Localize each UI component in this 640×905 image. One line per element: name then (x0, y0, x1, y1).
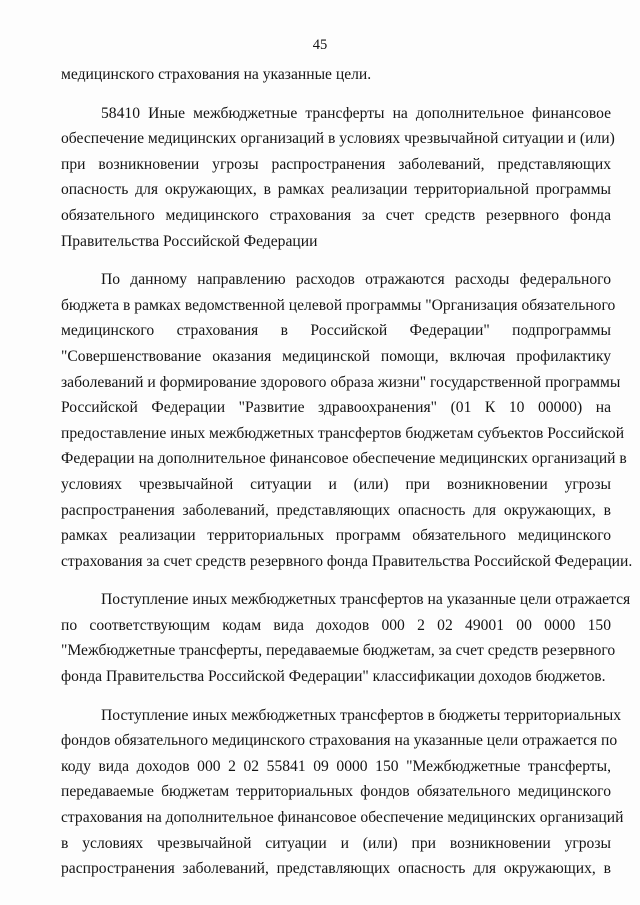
text-line: "Межбюджетные трансферты, передаваемые бюджетам, за счет средств резервного (61, 642, 616, 660)
text-line: обязательного медицинского страхования за счет средств резервного фонда (61, 206, 611, 224)
text-line: заболеваний и формирование здорового образа жизни" государственной программы (61, 373, 621, 391)
text-line: условиях чрезвычайной ситуации и (или) при возникновении угрозы (61, 475, 611, 493)
paragraph-income-reflection (61, 587, 631, 689)
text-line: передаваемые бюджетам территориальных фондов обязательного медицинского (61, 783, 611, 801)
text-line: рамках реализации территориальных программ обязательного медицинского (61, 527, 611, 545)
text-line: бюджета в рамках ведомственной целевой программы "Организация обязательного (61, 296, 616, 314)
text-line: по соответствующим кодам вида доходов 000 2 02 49001 00 0000 150 (61, 616, 611, 634)
paragraph-territorial-funds (61, 703, 624, 882)
text-line: 58410 Иные межбюджетные трансферты на дополнительное финансовое (101, 104, 611, 122)
paragraph-expenses (61, 267, 633, 574)
text-line: фонда Правительства Российской Федерации" классификации доходов бюджетов. (61, 668, 606, 686)
text-line: Поступление иных межбюджетных трансфертов в бюджеты территориальных (101, 706, 622, 724)
text-line: Поступление иных межбюджетных трансфертов на указанные цели отражается (101, 591, 631, 609)
text-line: коду вида доходов 000 2 02 55841 09 0000 150 "Межбюджетные трансферты, (61, 757, 611, 775)
text-line: Федерации на дополнительное финансовое обеспечение медицинских организаций в (61, 450, 627, 468)
document-body (61, 62, 633, 882)
text-line: распространения заболеваний, представляющих опасность для окружающих, в (61, 501, 611, 519)
text-line: в условиях чрезвычайной ситуации и (или) при возникновении угрозы (61, 834, 611, 852)
text-line: "Совершенствование оказания медицинской помощи, включая профилактику (61, 347, 611, 365)
text-line: Правительства Российской Федерации (61, 232, 318, 250)
text-line: Российской Федерации "Развитие здравоохранения" (01 К 10 00000) на (61, 399, 611, 417)
paragraph-code-58410 (61, 101, 615, 255)
text-line: По данному направлению расходов отражаются расходы федерального (101, 271, 611, 289)
text-line: при возникновении угрозы распространения заболеваний, представляющих (61, 155, 611, 173)
page-number: 45 (312, 37, 328, 53)
text-line: фондов обязательного медицинского страхования на указанные цели отражается по (61, 732, 618, 750)
text-line: опасность для окружающих, в рамках реализации территориальной программы (61, 181, 611, 199)
text-line: медицинского страхования в Российской Федерации" подпрограммы (61, 322, 611, 340)
text-line: страхования на дополнительное финансовое обеспечение медицинских организаций (61, 809, 624, 827)
text-line: распространения заболеваний, представляющих опасность для окружающих, в (61, 860, 611, 878)
text-line: медицинского страхования на указанные цели. (61, 66, 372, 83)
text-line: предоставление иных межбюджетных трансфертов бюджетам субъектов Российской (61, 424, 625, 442)
paragraph-continuation (61, 62, 611, 88)
text-line: обеспечение медицинских организаций в условиях чрезвычайной ситуации и (или) (61, 130, 615, 148)
text-line: страхования за счет средств резервного фонда Правительства Российской Федерации. (61, 552, 633, 570)
